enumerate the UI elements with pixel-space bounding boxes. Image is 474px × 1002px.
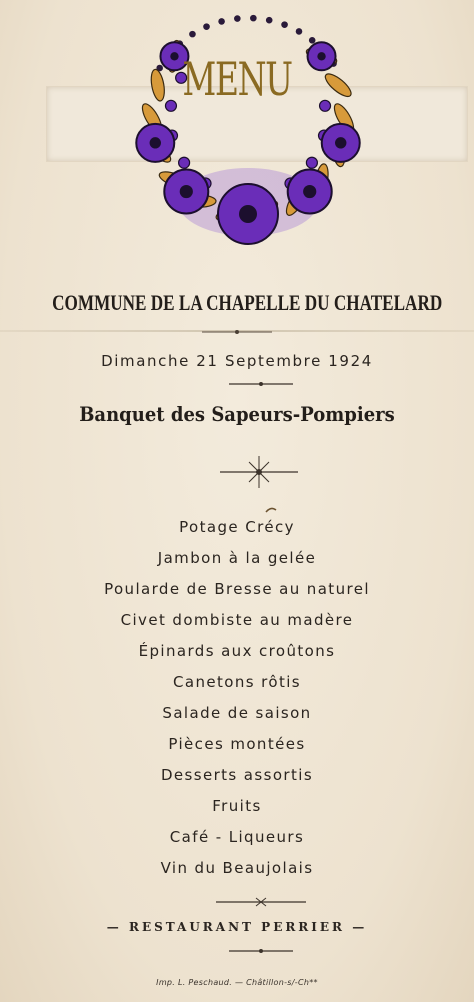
divider-ornament <box>212 896 310 908</box>
restaurant-name: — RESTAURANT PERRIER — <box>106 920 368 934</box>
berry <box>179 157 190 168</box>
menu-item: Canetons rôtis <box>172 673 302 691</box>
berry <box>306 157 317 168</box>
menu-item: Fruits <box>212 797 262 815</box>
menu-item: Salade de saison <box>162 704 312 722</box>
menu-item: Vin du Beaujolais <box>160 859 314 877</box>
divider-ornament <box>225 379 297 389</box>
event-title: Banquet des Sapeurs-Pompiers <box>79 402 395 426</box>
bead <box>266 17 273 24</box>
bead <box>203 23 210 30</box>
menu-item: Épinards aux croûtons <box>138 642 336 660</box>
bead <box>234 15 241 22</box>
event-date: Dimanche 21 Septembre 1924 <box>101 352 373 370</box>
divider-ornament <box>200 327 274 337</box>
flower-center <box>303 185 316 198</box>
menu-title: MENU <box>182 52 292 106</box>
leaf-ornament <box>264 506 278 514</box>
star-ornament <box>216 452 302 492</box>
menu-item: Civet dombiste au madère <box>120 611 354 629</box>
bead <box>281 21 288 28</box>
commune-name: COMMUNE DE LA CHAPELLE DU CHATELARD <box>52 290 443 315</box>
menu-item: Café - Liqueurs <box>169 828 305 846</box>
menu-item: Jambon à la gelée <box>157 549 317 567</box>
divider-ornament <box>225 946 297 956</box>
bead <box>218 18 225 25</box>
printer-credit: Imp. L. Peschaud. — Châtillon-s/-Ch** <box>156 978 318 987</box>
menu-item: Poularde de Bresse au naturel <box>104 580 370 598</box>
flower-center <box>180 185 193 198</box>
menu-item: Pièces montées <box>168 735 306 753</box>
floral-wreath <box>120 2 376 246</box>
menu-item: Potage Crécy <box>179 518 295 536</box>
bead <box>296 28 303 35</box>
bead <box>250 15 257 22</box>
menu-item: Desserts assortis <box>160 766 314 784</box>
flower-center <box>335 137 346 148</box>
bead <box>309 37 316 44</box>
flower-center <box>150 137 161 148</box>
bead <box>189 31 196 38</box>
flower-center <box>239 205 257 223</box>
